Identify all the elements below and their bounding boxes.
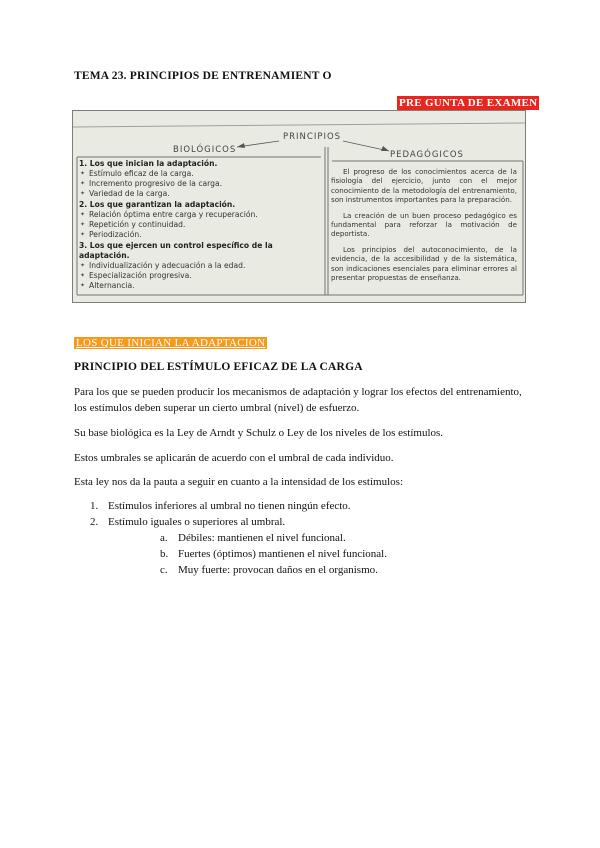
figure-header-biologicos: BIOLÓGICOS [173,145,237,155]
group-item: ✦ Variedad de la carga. [79,189,325,199]
group-title: 2. Los que garantizan la adaptación. [79,200,236,209]
page-title: TEMA 23. PRINCIPIOS DE ENTRENAMIENT O [74,70,332,82]
principle-heading: PRINCIPIO DEL ESTÍMULO EFICAZ DE LA CARGA [74,361,363,373]
group-item: ✦ Estímulo eficaz de la carga. [79,169,325,179]
pedagogical-paragraph: El progreso de los conocimientos acerca de la fisiología del ejercicio, junto con el mejor conocimiento de la metodología del entrenamiento, son instrumentos importantes para la preparación. [331,167,517,205]
principle-group [79,200,325,240]
figure-header-principios: PRINCIPIOS [283,132,342,142]
sub-list-text: Muy fuerte: provocan daños en el organismo. [178,564,378,576]
biological-principles-column [79,159,325,292]
exam-question-badge: PRE GUNTA DE EXAMEN [399,97,538,109]
pedagogical-principles-column [331,167,517,288]
list-marker: 2. [90,516,99,528]
list-item-text: Estímulos inferiores al umbral no tienen ningún efecto. [108,500,351,512]
sub-list-marker: b. [160,548,169,560]
list-marker: 1. [90,500,99,512]
group-item: ✦ Relación óptima entre carga y recuperación. [79,210,325,220]
sub-list-marker: c. [160,564,168,576]
pedagogical-paragraph: Los principios del autoconocimiento, de la evidencia, de la accesibilidad y de la sistemática, son indicaciones esenciales para eliminar errores al presentar propuestas de enseñanza. [331,244,517,283]
sub-list-marker: a. [160,532,168,544]
list-item [74,514,534,578]
principle-group [79,241,325,291]
list-item-text: Estímulo iguales o superiores al umbral. [108,516,286,528]
group-title: 1. Los que inician la adaptación. [79,159,218,168]
sub-list-text: Débiles: mantienen el nivel funcional. [178,532,346,544]
principle-group [79,159,325,199]
body-paragraph: Su base biológica es la Ley de Arndt y Schulz o Ley de los niveles de los estímulos. [74,427,444,439]
sub-list-item [108,546,534,562]
sub-list-item [108,562,534,578]
section-heading-highlight: LOS QUE INICIAN LA ADAPTACION [76,337,266,349]
pedagogical-paragraph: La creación de un buen proceso pedagógico es fundamental para reforzar la motivación de deportista. [331,210,517,239]
body-paragraph: Para los que se pueden producir los mecanismos de adaptación y lograr los efectos del entrenamiento, los estímulos deben superar un cierto umbral (nivel) de esfuerzo. [74,386,522,414]
group-item: ✦ Individualización y adecuación a la edad. [79,261,325,271]
body-paragraph: Esta ley nos da la pauta a seguir en cuanto a la intensidad de los estímulos: [74,476,403,488]
group-item: ✦ Periodización. [79,230,325,240]
body-paragraph: Estos umbrales se aplicarán de acuerdo con el umbral de cada individuo. [74,452,394,464]
group-item: ✦ Repetición y continuidad. [79,220,325,230]
list-item [74,498,534,514]
principles-figure [72,110,526,303]
stimulus-list [74,498,534,578]
group-item: ✦ Incremento progresivo de la carga. [79,179,325,189]
group-item: ✦ Especialización progresiva. [79,271,325,281]
sub-list [108,530,534,578]
sub-list-item [108,530,534,546]
group-title: 3. Los que ejercen un control específico de la adaptación. [79,241,273,260]
group-item: ✦ Alternancia. [79,281,325,291]
sub-list-text: Fuertes (óptimos) mantienen el nivel funcional. [178,548,387,560]
figure-header-pedagogicos: PEDAGÓGICOS [390,150,464,160]
